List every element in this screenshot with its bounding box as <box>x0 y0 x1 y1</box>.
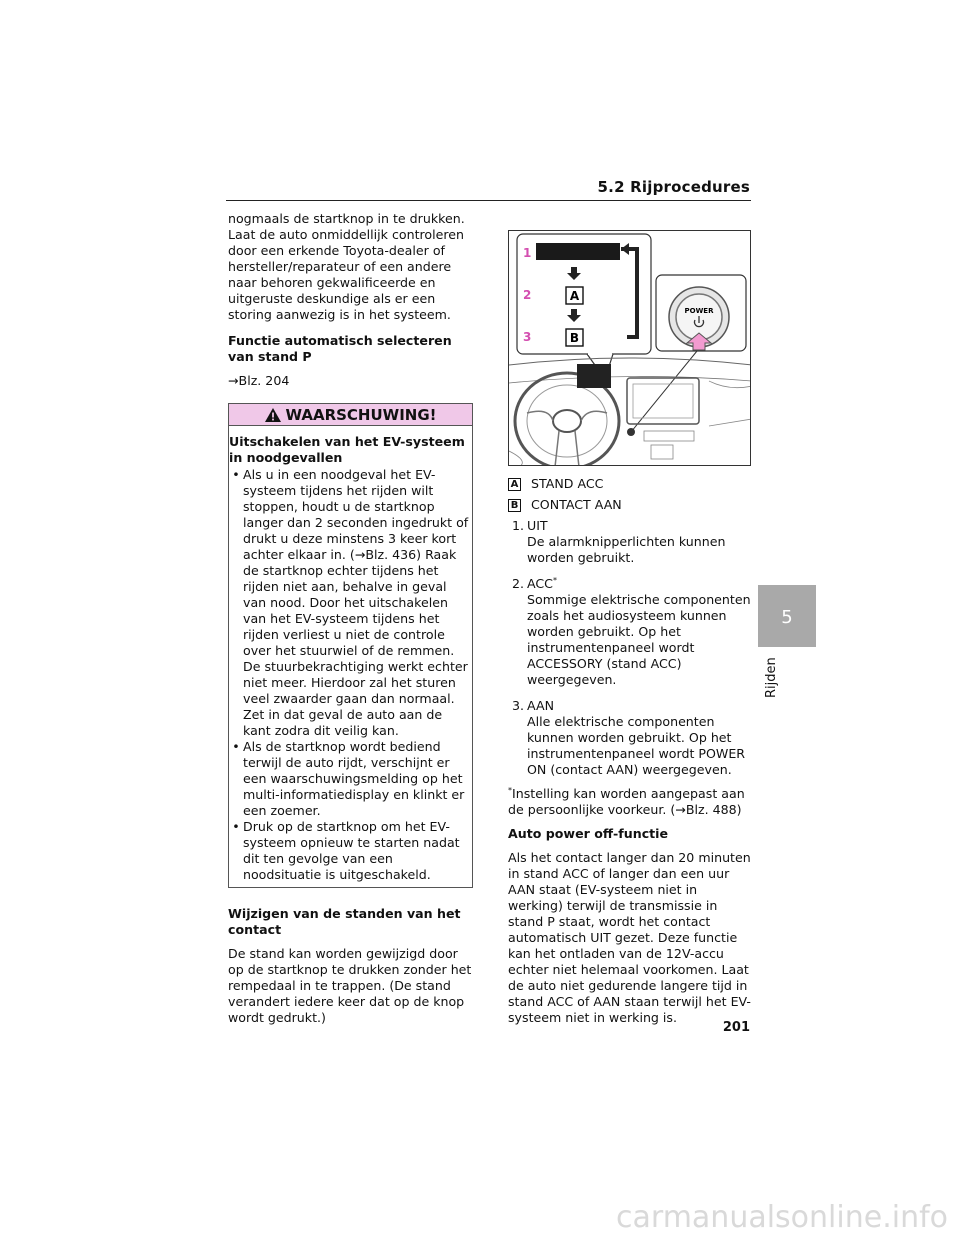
step-3: 3 <box>523 330 532 344</box>
numbered-item <box>512 576 752 592</box>
section-title: 5.2 Rijprocedures <box>597 178 750 196</box>
page-reference: →Blz. 204 <box>228 373 290 388</box>
footnote-mark: * <box>508 785 512 795</box>
step-1: 1 <box>523 246 532 260</box>
warning-title: WAARSCHUWING! <box>285 405 437 424</box>
left-column <box>228 211 473 1036</box>
center-screen <box>627 378 699 424</box>
warning-bullet: • Als de startknop wordt bediend terwijl de auto rijdt, verschijnt er een waarschuwingsmelding op het multi-informatiedisplay en klinkt er een zoemer. <box>229 739 472 819</box>
start-button <box>627 428 635 436</box>
intro-paragraph: nogmaals de startknop in te drukken. Laat de auto onmiddellijk controleren door een erkende Toyota-dealer of hersteller/reparateur of een andere naar behoren gekwalificeerde en uitgeruste deskundige als er een storing aanwezig is in het systeem. <box>228 211 465 322</box>
step-2: 2 <box>523 288 532 302</box>
chapter-label: Rijden <box>764 657 779 698</box>
label-b-text: CONTACT AAN <box>531 497 622 512</box>
warning-bullet: • Druk op de startknop om het EV-systeem opnieuw te starten nadat dit ten gevolge van een noodsituatie is uitgeschakeld. <box>229 819 472 883</box>
warning-heading: Uitschakelen van het EV-systeem in noodgevallen <box>229 434 465 465</box>
item-title: ACC <box>527 576 553 591</box>
warning-bullet-text: Als de startknop wordt bediend terwijl de auto rijdt, verschijnt er een waarschuwingsmelding op het multi-informatiedisplay en klinkt er een zoemer. <box>243 739 465 818</box>
heading-auto-p: Functie automatisch selecteren van stand P <box>228 333 452 364</box>
item-number: 3. <box>512 698 525 713</box>
footnote <box>508 786 752 818</box>
svg-text:B: B <box>569 331 580 345</box>
change-modes-paragraph: De stand kan worden gewijzigd door op de startknop te drukken zonder het rempedaal in te trappen. (De stand verandert iedere keer dat op de knop wordt gedrukt.) <box>228 946 472 1025</box>
warning-body <box>229 426 472 887</box>
warning-bullet: • Als u in een noodgeval het EV-systeem tijdens het rijden wilt stoppen, houdt u de startknop langer dan 2 seconden ingedrukt of drukt u deze minstens 3 keer kort achter elkaar in. (→Blz. 436) Raak de startknop echter tijdens het rijden niet aan, behalve in geval van nood. Door het uitschakelen van het EV-systeem tijdens het rijden verliest u niet de controle over het stuurwiel of de remmen. De stuurbekrachtiging werkt echter niet meer. Hierdoor zal het sturen veel zwaarder gaan dan normaal. Zet in dat geval de auto aan de kant zodra dit veilig kan. <box>229 467 472 739</box>
footnote-marker: * <box>552 575 557 585</box>
watermark: carmanualsonline.info <box>616 1200 948 1235</box>
item-title: UIT <box>527 518 548 533</box>
warning-bullet-text: Druk op de startknop om het EV-systeem opnieuw te starten nadat dit ten gevolge van een noodsituatie is uitgeschakeld. <box>243 819 460 882</box>
svg-text:A: A <box>569 289 580 303</box>
item-description: Alle elektrische componenten kunnen worden gebruikt. Op het instrumentenpaneel wordt POWER ON (contact AAN) weergegeven. <box>527 714 746 777</box>
header-rule <box>226 200 751 201</box>
leader-line <box>631 351 697 432</box>
meter-cluster <box>577 364 611 388</box>
label-a-text: STAND ACC <box>531 476 604 491</box>
footnote-text: Instelling kan worden aangepast aan de persoonlijke voorkeur. (→Blz. 488) <box>508 786 745 817</box>
warning-bullet-text: Als u in een noodgeval het EV-systeem tijdens het rijden wilt stoppen, houdt u de startknop langer dan 2 seconden ingedrukt of drukt u deze minstens 3 keer kort achter elkaar in. (→Blz. 436) Raak de startknop echter tijdens het rijden niet aan, behalve in geval van nood. Door het uitschakelen van het EV-systeem tijdens het rijden verliest u niet de controle over het stuurwiel of de remmen. De stuurbekrachtiging werkt echter niet meer. Hierdoor zal het sturen veel zwaarder gaan dan normaal. Zet in dat geval de auto aan de kant zodra dit veilig kan. <box>243 467 469 738</box>
chapter-number: 5 <box>781 607 793 628</box>
warning-header <box>229 404 472 426</box>
right-column <box>508 476 752 1036</box>
box-a-icon: A <box>508 478 521 491</box>
numbered-item <box>512 518 752 534</box>
chapter-tab <box>758 585 816 647</box>
auto-power-off-paragraph: Als het contact langer dan 20 minuten in stand ACC of langer dan een uur AAN staat (EV-systeem niet in werking) terwijl de transmissie in stand P staat, wordt het contact automatisch UIT gezet. Deze functie kan het ontladen van de 12V-accu echter niet helemaal voorkomen. Laat de auto niet gedurende langere tijd in stand ACC of AAN staan terwijl het EV-systeem niet in werking is. <box>508 850 751 1025</box>
item-number: 2. <box>512 576 525 591</box>
power-label: POWER <box>684 307 714 315</box>
warning-triangle-icon <box>264 407 282 423</box>
dashboard-illustration <box>509 231 751 466</box>
numbered-item <box>512 698 752 714</box>
box-b-icon: B <box>508 499 521 512</box>
chapter-label-container <box>760 648 784 708</box>
page-number: 201 <box>722 1020 750 1035</box>
item-description: De alarmknipperlichten kunnen worden gebruikt. <box>527 534 726 565</box>
item-number: 1. <box>512 518 525 533</box>
label-a-row <box>508 476 752 492</box>
label-b-row <box>508 497 752 513</box>
heading-change-modes: Wijzigen van de standen van het contact <box>228 906 461 937</box>
dashboard-figure <box>508 230 751 466</box>
heading-auto-power-off: Auto power off-functie <box>508 826 669 841</box>
display-blank <box>536 243 620 260</box>
item-description: Sommige elektrische componenten zoals het audiosysteem kunnen worden gebruikt. Op het instrumentenpaneel wordt ACCESSORY (stand ACC) weergegeven. <box>527 592 751 687</box>
item-title: AAN <box>527 698 555 713</box>
warning-box <box>228 403 473 888</box>
